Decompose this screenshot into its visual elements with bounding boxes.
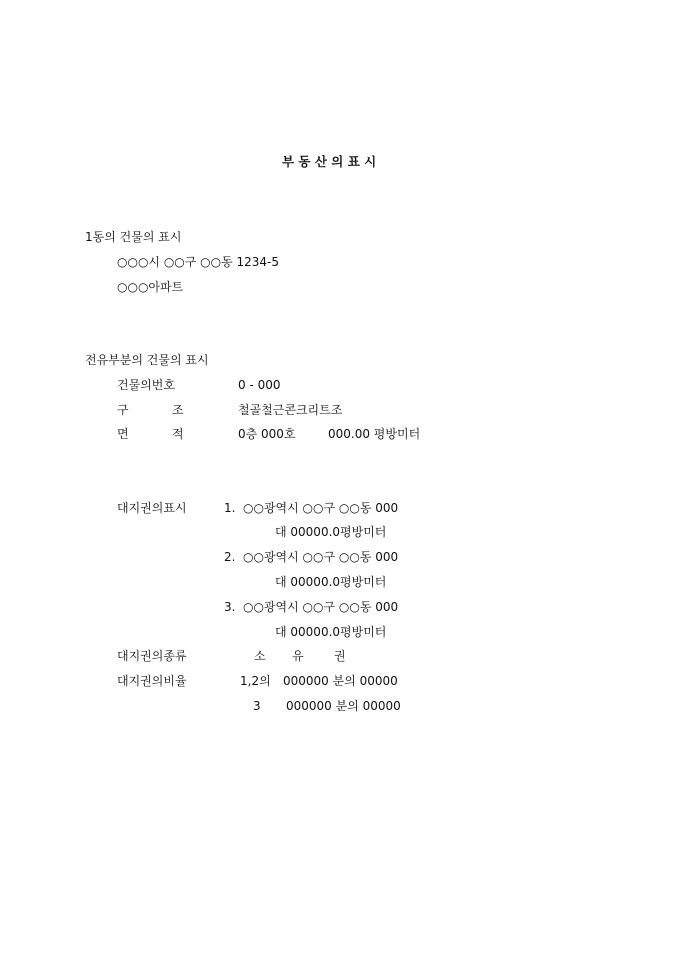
land-item-no: 2. [224,550,236,564]
unit-area-label-1: 면 [117,427,129,441]
land-item-area: 대 00000.0평방미터 [275,625,387,639]
land-item-no: 1. [224,501,236,515]
land-item-area: 대 00000.0평방미터 [275,525,387,539]
unit-structure-label-1: 구 [117,403,129,417]
building-name: ○○○아파트 [117,280,184,294]
unit-heading: 전유부분의 건물의 표시 [85,353,209,367]
land-item-address: ○○광역시 ○○구 ○○동 000 [243,550,399,564]
land-item-area: 대 00000.0평방미터 [275,575,387,589]
land-rights-type-char-3: 권 [334,649,346,663]
building-address: ○○○시 ○○구 ○○동 1234-5 [117,255,280,269]
land-rights-type-char-1: 소 [254,649,266,663]
unit-structure-label-2: 조 [172,403,184,417]
land-rights-ratio-label: 대지권의비율 [117,674,187,688]
unit-number-label: 건물의번호 [117,378,175,392]
land-ratio-lots: 1,2의 [240,674,271,688]
unit-area-floor: 0층 000호 [238,427,296,441]
building-heading: 1동의 건물의 표시 [85,230,182,244]
unit-area-label-2: 적 [172,427,184,441]
unit-number-value: 0 - 000 [238,378,281,392]
land-item-address: ○○광역시 ○○구 ○○동 000 [243,501,399,515]
unit-structure-value: 철골철근콘크리트조 [238,403,343,417]
document-title: 부 동 산 의 표 시 [282,154,377,169]
land-rights-type-label: 대지권의종류 [117,649,187,663]
land-ratio-value: 000000 분의 00000 [286,699,401,713]
land-item-no: 3. [224,600,236,614]
land-rights-label: 대지권의표시 [117,501,187,515]
unit-area-value: 000.00 평방미터 [328,427,421,441]
land-ratio-value: 000000 분의 00000 [283,674,398,688]
land-item-address: ○○광역시 ○○구 ○○동 000 [243,600,399,614]
land-ratio-lots: 3 [253,699,261,713]
land-rights-type-char-2: 유 [292,649,304,663]
